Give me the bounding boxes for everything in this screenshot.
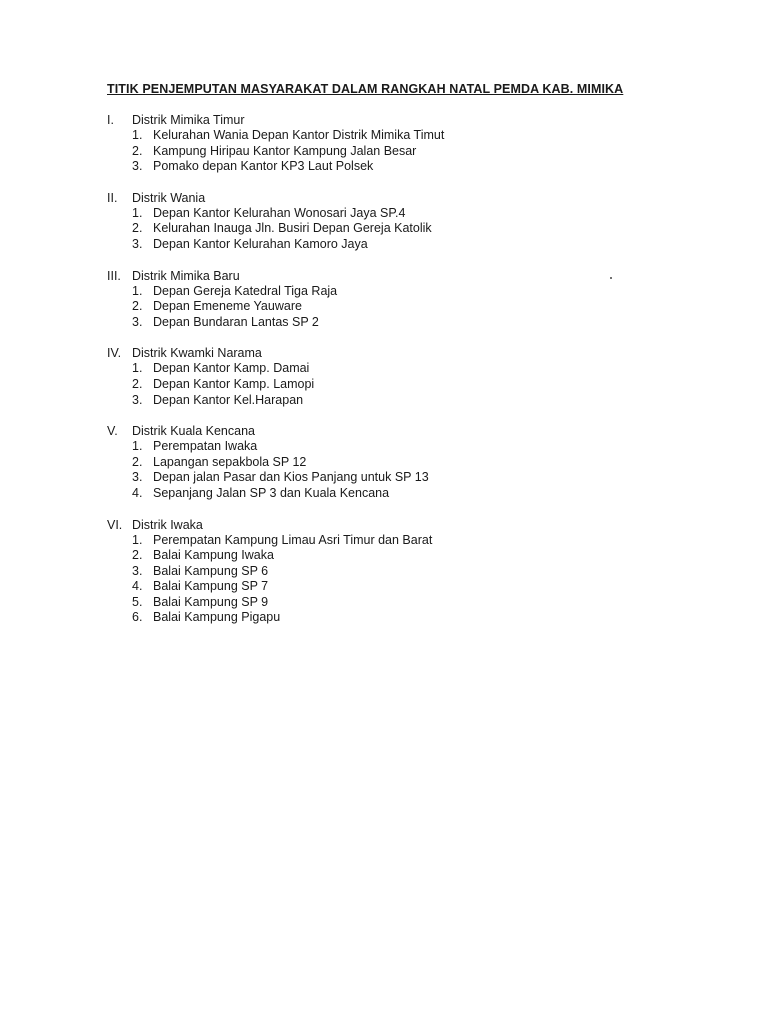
list-item (107, 579, 667, 595)
item-text: Depan Kantor Kamp. Lamopi (153, 376, 315, 391)
item-number: 3. (132, 563, 143, 578)
district-numeral: IV. (107, 346, 122, 361)
item-text: Balai Kampung SP 6 (153, 563, 269, 578)
list-item (107, 533, 667, 549)
district-name: Distrik Iwaka (132, 517, 203, 532)
list-item (107, 439, 667, 455)
item-text: Kelurahan Wania Depan Kantor Distrik Mimika Timut (153, 128, 445, 142)
item-number: 2. (132, 454, 143, 469)
district-heading (107, 345, 667, 361)
list-item (107, 315, 667, 331)
item-number: 3. (132, 392, 143, 407)
district-numeral: V. (107, 424, 118, 439)
district-section (107, 190, 667, 253)
list-item (107, 486, 667, 502)
district-section (107, 112, 667, 175)
item-text: Balai Kampung SP 7 (153, 579, 269, 594)
item-text: Depan Kantor Kelurahan Wonosari Jaya SP.4 (153, 205, 406, 220)
district-name: Distrik Mimika Baru (132, 268, 240, 283)
district-section (107, 345, 667, 408)
district-name: Distrik Kuala Kencana (132, 424, 255, 439)
item-number: 3. (132, 470, 143, 485)
item-number: 1. (132, 439, 143, 454)
list-item (107, 299, 667, 315)
item-number: 1. (132, 128, 143, 142)
district-section (107, 423, 667, 501)
list-item (107, 221, 667, 237)
item-text: Depan Kantor Kelurahan Kamoro Jaya (153, 236, 368, 251)
list-item (107, 610, 667, 626)
item-number: 1. (132, 283, 143, 298)
district-name: Distrik Kwamki Narama (132, 346, 262, 361)
list-item (107, 361, 667, 377)
item-text: Depan Emeneme Yauware (153, 299, 302, 314)
item-number: 2. (132, 376, 143, 391)
list-item (107, 393, 667, 409)
district-name: Distrik Mimika Timur (132, 113, 245, 127)
item-text: Depan jalan Pasar dan Kios Panjang untuk SP 13 (153, 470, 429, 485)
scan-speck (610, 277, 612, 279)
list-item (107, 470, 667, 486)
item-number: 1. (132, 361, 143, 376)
item-number: 3. (132, 159, 143, 174)
district-heading (107, 112, 667, 128)
pickup-point-list (107, 128, 667, 175)
list-item (107, 564, 667, 580)
district-heading (107, 423, 667, 439)
list-item (107, 284, 667, 300)
item-number: 4. (132, 485, 143, 500)
item-text: Depan Kantor Kamp. Damai (153, 361, 310, 376)
item-number: 2. (132, 299, 143, 314)
item-text: Depan Gereja Katedral Tiga Raja (153, 283, 338, 298)
item-number: 2. (132, 143, 143, 158)
district-heading (107, 190, 667, 206)
item-text: Lapangan sepakbola SP 12 (153, 454, 307, 469)
item-text: Depan Kantor Kel.Harapan (153, 392, 304, 407)
item-text: Kelurahan Inauga Jln. Busiri Depan Gereja Katolik (153, 221, 432, 236)
district-list (107, 112, 667, 641)
item-number: 3. (132, 236, 143, 251)
list-item (107, 455, 667, 471)
item-number: 5. (132, 594, 143, 609)
pickup-point-list (107, 361, 667, 408)
item-text: Kampung Hiripau Kantor Kampung Jalan Besar (153, 143, 417, 158)
pickup-point-list (107, 533, 667, 627)
pickup-point-list (107, 284, 667, 331)
district-section (107, 517, 667, 627)
district-heading (107, 517, 667, 533)
item-number: 1. (132, 532, 143, 547)
item-text: Balai Kampung Iwaka (153, 548, 274, 563)
item-text: Depan Bundaran Lantas SP 2 (153, 314, 319, 329)
district-numeral: III. (107, 268, 121, 283)
district-heading (107, 268, 667, 284)
district-numeral: I. (107, 113, 114, 127)
district-numeral: II. (107, 190, 118, 205)
item-text: Balai Kampung Pigapu (153, 610, 281, 625)
item-text: Perempatan Iwaka (153, 439, 258, 454)
list-item (107, 377, 667, 393)
item-text: Sepanjang Jalan SP 3 dan Kuala Kencana (153, 485, 390, 500)
item-number: 6. (132, 610, 143, 625)
list-item (107, 159, 667, 175)
list-item (107, 595, 667, 611)
item-number: 2. (132, 548, 143, 563)
list-item (107, 548, 667, 564)
pickup-point-list (107, 206, 667, 253)
item-number: 2. (132, 221, 143, 236)
item-number: 3. (132, 314, 143, 329)
list-item (107, 144, 667, 160)
document-title: TITIK PENJEMPUTAN MASYARAKAT DALAM RANGKAH NATAL PEMDA KAB. MIMIKA (107, 82, 624, 96)
district-name: Distrik Wania (132, 190, 206, 205)
list-item (107, 237, 667, 253)
list-item (107, 128, 667, 144)
pickup-point-list (107, 439, 667, 501)
item-number: 1. (132, 205, 143, 220)
item-text: Pomako depan Kantor KP3 Laut Polsek (153, 159, 374, 174)
district-section (107, 268, 667, 331)
item-text: Perempatan Kampung Limau Asri Timur dan Barat (153, 532, 433, 547)
list-item (107, 206, 667, 222)
item-text: Balai Kampung SP 9 (153, 594, 269, 609)
item-number: 4. (132, 579, 143, 594)
district-numeral: VI. (107, 517, 123, 532)
